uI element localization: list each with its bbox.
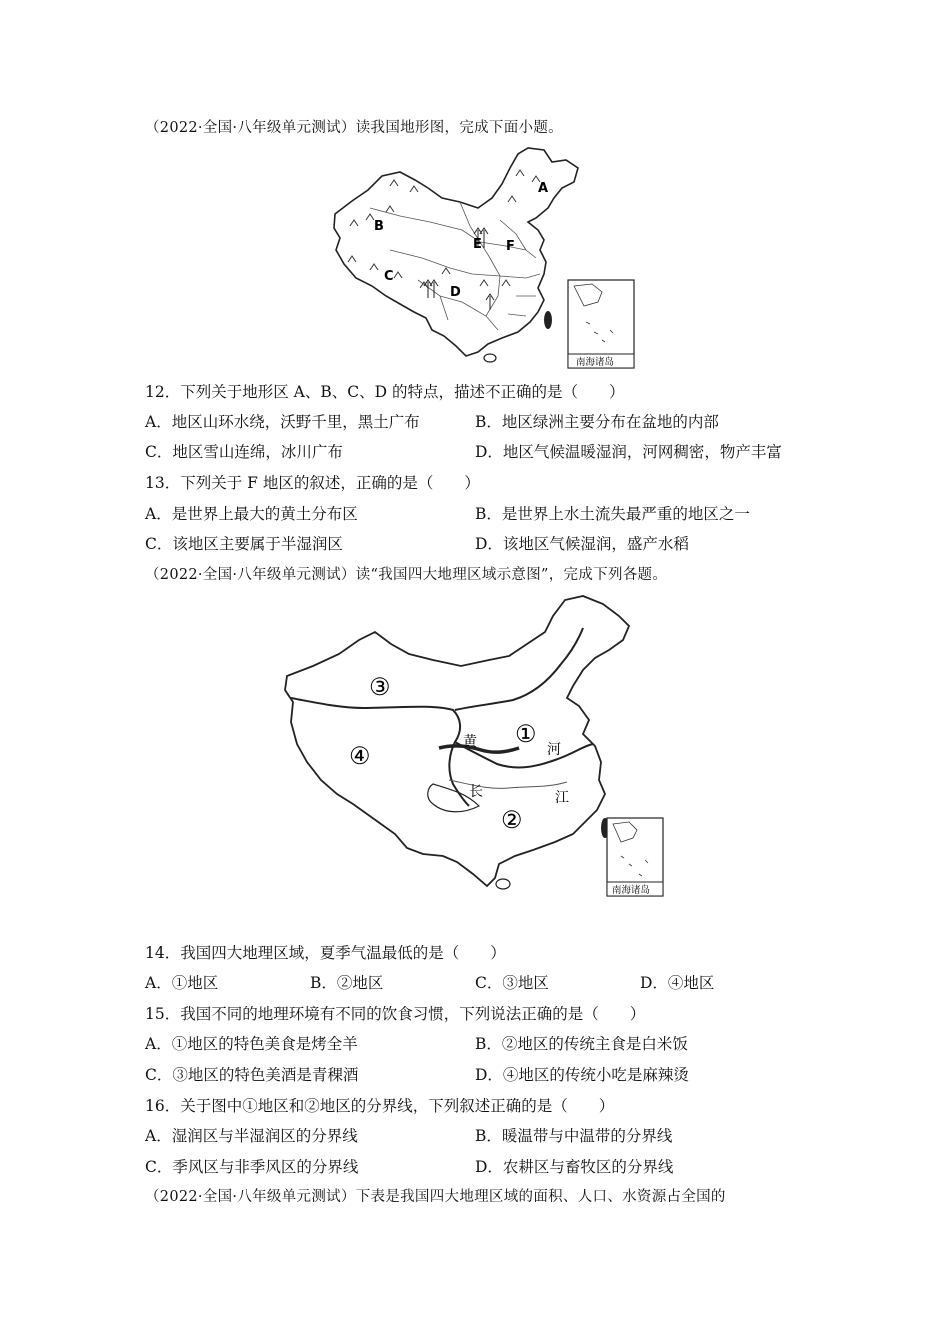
q16-option-a[interactable]: A．湿润区与半湿润区的分界线: [145, 1127, 358, 1145]
regions-map: [283, 594, 669, 900]
terrain-map: [330, 146, 640, 370]
q16-option-d[interactable]: D．农耕区与畜牧区的分界线: [475, 1158, 674, 1176]
river-char-chang: 长: [469, 784, 483, 800]
q16-stem: 16．关于图中①地区和②地区的分界线，下列叙述正确的是（ ）: [145, 1097, 615, 1115]
river-char-huang: 黄: [463, 734, 477, 750]
q15-option-b[interactable]: B．②地区的传统主食是白米饭: [475, 1035, 688, 1053]
q13-option-a[interactable]: A．是世界上最大的黄土分布区: [145, 505, 358, 523]
group1-intro: （2022·全国·八年级单元测试）读我国地形图，完成下面小题。: [145, 120, 563, 136]
q13-stem: 13．下列关于 F 地区的叙述，正确的是（ ）: [145, 474, 480, 492]
map-label-b: B: [374, 219, 384, 234]
region-3-label: ③: [369, 673, 391, 701]
q16-option-b[interactable]: B．暖温带与中温带的分界线: [475, 1127, 673, 1145]
q15-option-d[interactable]: D．④地区的传统小吃是麻辣烫: [475, 1066, 689, 1084]
q14-option-b[interactable]: B．②地区: [310, 974, 384, 992]
q13-option-c[interactable]: C．该地区主要属于半湿润区: [145, 535, 343, 553]
region-1-label: ①: [515, 720, 537, 748]
group3-intro: （2022·全国·八年级单元测试）下表是我国四大地理区域的面积、人口、水资源占全国的: [145, 1189, 726, 1205]
q12-option-b[interactable]: B．地区绿洲主要分布在盆地的内部: [475, 413, 719, 431]
q13-option-d[interactable]: D．该地区气候湿润，盛产水稻: [475, 535, 689, 553]
map-label-f: F: [506, 239, 515, 254]
region-4-label: ④: [349, 742, 371, 770]
map-label-e: E: [473, 237, 482, 252]
q12-option-c[interactable]: C．地区雪山连绵，冰川广布: [145, 443, 343, 461]
q15-option-a[interactable]: A．①地区的特色美食是烤全羊: [145, 1035, 358, 1053]
q16-option-c[interactable]: C．季风区与非季风区的分界线: [145, 1158, 359, 1176]
group2-intro: （2022·全国·八年级单元测试）读“我国四大地理区域示意图”，完成下列各题。: [145, 567, 668, 583]
river-char-he: 河: [547, 742, 561, 758]
region-2-label: ②: [501, 806, 523, 834]
map-label-c: C: [384, 269, 394, 284]
map-label-d: D: [450, 285, 461, 300]
q14-option-c[interactable]: C．③地区: [475, 974, 549, 992]
q15-stem: 15．我国不同的地理环境有不同的饮食习惯，下列说法正确的是（ ）: [145, 1005, 646, 1023]
q12-stem: 12．下列关于地形区 A、B、C、D 的特点，描述不正确的是（ ）: [145, 383, 625, 401]
inset-label: 南海诸岛: [576, 357, 615, 368]
map-label-a: A: [538, 181, 549, 196]
q14-option-d[interactable]: D．④地区: [640, 974, 715, 992]
q15-option-c[interactable]: C．③地区的特色美酒是青稞酒: [145, 1066, 359, 1084]
q12-option-d[interactable]: D．地区气候温暖湿润，河网稠密，物产丰富: [475, 443, 782, 461]
q12-option-a[interactable]: A．地区山环水绕，沃野千里，黑土广布: [145, 413, 420, 431]
river-char-jiang: 江: [555, 790, 569, 806]
q13-option-b[interactable]: B．是世界上水土流失最严重的地区之一: [475, 505, 750, 523]
inset-label: 南海诸岛: [612, 885, 651, 896]
q14-stem: 14．我国四大地理区域，夏季气温最低的是（ ）: [145, 944, 506, 962]
q14-option-a[interactable]: A．①地区: [145, 974, 219, 992]
